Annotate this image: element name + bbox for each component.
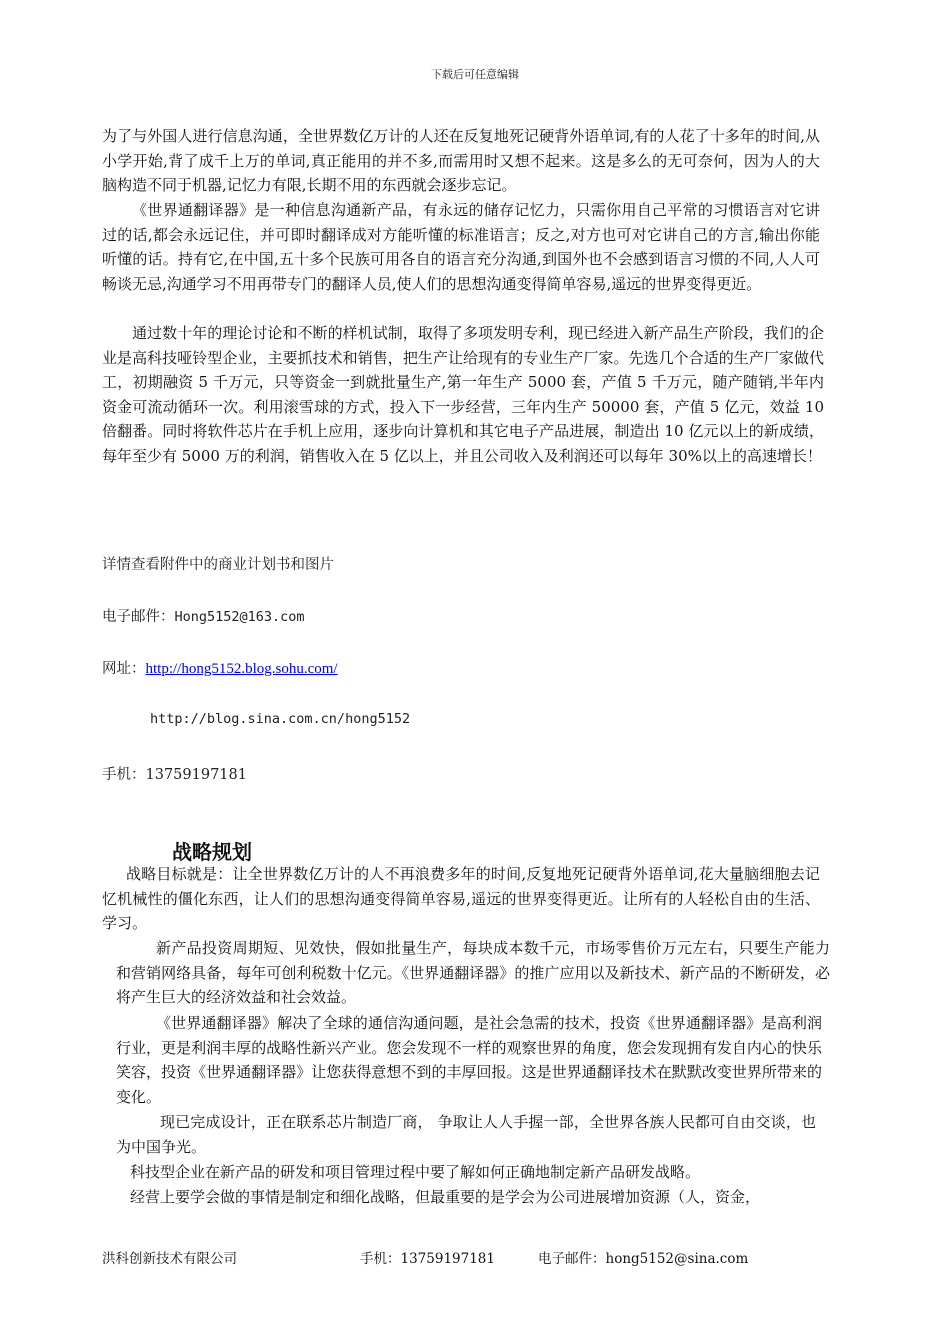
website-label: 网址： (102, 661, 146, 677)
footer-phone: 手机：13759197181 (360, 1251, 495, 1267)
section-heading: 战略规划 (172, 840, 252, 864)
attachment-note: 详情查看附件中的商业计划书和图片 (102, 557, 334, 573)
intro-paragraph-3: 通过数十年的理论讨论和不断的样机试制，取得了多项发明专利，现已经进入新产品生产阶段，我们的企业是高科技哑铃型企业，主要抓技术和销售，把生产让给现有的专业生产厂家。先选几个合适的生产厂家做代工，初期融资 5 千万元，只等资金一到就批量生产,第一年生产 5000 套，产值 5 千万元，随产随销,半年内资金可流动循环一次。利用滚雪球的方式，投入下一步经营，三年内生产 50000 套，产值 5 亿元，效益 10 倍翻番。同时将软件芯片在手机上应用，逐步向计算机和其它电子产品进展，制造出 10 亿元以上的新成绩，每年至少有 5000 万的利润，销售收入在 5 亿以上，并且公司收入及利润还可以每年 30%以上的高速增长！ (102, 324, 824, 465)
email-line (102, 605, 305, 626)
phone-value: 13759197181 (145, 767, 247, 783)
blog-url: http://blog.sina.com.cn/hong5152 (150, 711, 411, 727)
email-label: 电子邮件： (102, 609, 175, 625)
strategy-paragraph-2: 新产品投资周期短、见效快，假如批量生产，每块成本数千元，市场零售价万元左右，只要生产能力和营销网络具备，每年可创利税数十亿元。《世界通翻译器》的推广应用以及新技术、新产品的不断研发，必将产生巨大的经济效益和社会效益。 (116, 939, 830, 1006)
footer-company: 洪科创新技术有限公司 (102, 1251, 237, 1267)
strategy-paragraph-4: 现已完成设计，正在联系芯片制造厂商， 争取让人人手握一部，全世界各族人民都可自由交谈，也为中国争光。 (116, 1113, 816, 1156)
phone-label: 手机： (102, 767, 146, 783)
intro-paragraph-1: 为了与外国人进行信息沟通，全世界数亿万计的人还在反复地死记硬背外语单词,有的人花了十多年的时间,从小学开始,背了成千上万的单词,真正能用的并不多,而需用时又想不起来。这是多么的无可奈何，因为人的大脑构造不同于机器,记忆力有限,长期不用的东西就会逐步忘记。 (102, 127, 820, 194)
website-line (102, 657, 338, 678)
header-note: 下载后可任意编辑 (431, 68, 519, 81)
strategy-paragraph-3: 《世界通翻译器》解决了全球的通信沟通问题，是社会急需的技术，投资《世界通翻译器》是高利润行业，更是利润丰厚的战略性新兴产业。您会发现不一样的观察世界的角度，您会发现拥有发自内心的快乐笑容，投资《世界通翻译器》让您获得意想不到的丰厚回报。这是世界通翻译技术在默默改变世界所带来的变化。 (116, 1014, 822, 1106)
intro-paragraph-2: 《世界通翻译器》是一种信息沟通新产品，有永远的储存记忆力，只需你用自己平常的习惯语言对它讲过的话,都会永远记住，并可即时翻译成对方能听懂的标准语言；反之,对方也可对它讲自己的方言,输出你能听懂的话。持有它,在中国,五十多个民族可用各自的语言充分沟通,到国外也不会感到语言习惯的不同,人人可畅谈无忌,沟通学习不用再带专门的翻译人员,使人们的思想沟通变得简单容易,遥远的世界变得更近。 (102, 201, 820, 293)
strategy-paragraph-5: 科技型企业在新产品的研发和项目管理过程中要了解如何正确地制定新产品研发战略。 (130, 1163, 701, 1181)
email-value: Hong5152@163.com (174, 609, 305, 625)
strategy-paragraph-6: 经营上要学会做的事情是制定和细化战略，但最重要的是学会为公司进展增加资源（人，资金， (130, 1188, 761, 1206)
strategy-paragraph-1: 战略目标就是：让全世界数亿万计的人不再浪费多年的时间,反复地死记硬背外语单词,花大量脑细胞去记忆机械性的僵化东西，让人们的思想沟通变得简单容易,遥远的世界变得更近。让所有的人轻松自由的生活、学习。 (102, 865, 820, 932)
footer-email: 电子邮件：hong5152@sina.com (538, 1251, 749, 1267)
website-link[interactable]: http://hong5152.blog.sohu.com/ (145, 661, 338, 677)
phone-line (102, 763, 247, 784)
